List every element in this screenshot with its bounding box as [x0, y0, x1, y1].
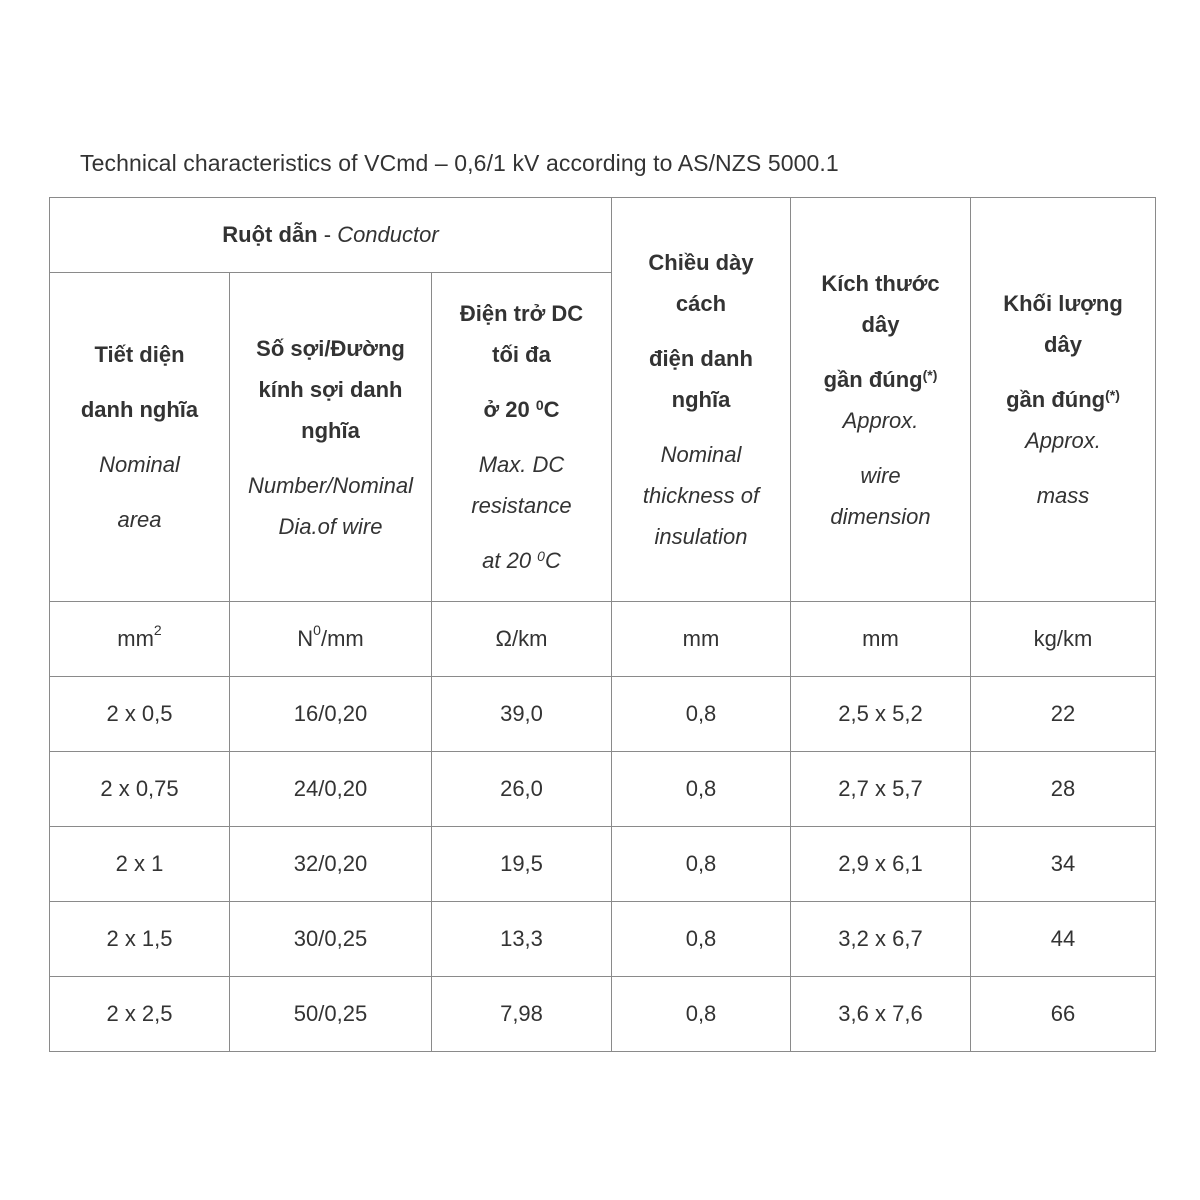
- area-header: [50, 273, 230, 602]
- cell-area: 2 x 2,5: [50, 977, 230, 1052]
- insulation-header: [612, 198, 791, 602]
- resistance-vi3: ở 20: [483, 397, 536, 422]
- cell-dimension: 2,5 x 5,2: [791, 677, 971, 752]
- wire-en2: Dia.of wire: [278, 513, 383, 539]
- cell-wire: 24/0,20: [230, 752, 432, 827]
- cell-insulation: 0,8: [612, 677, 791, 752]
- cell-resistance: 13,3: [432, 902, 612, 977]
- resistance-vi1: Điện trở DC: [459, 301, 584, 326]
- cell-dimension: 2,9 x 6,1: [791, 827, 971, 902]
- table-row: [50, 827, 1156, 902]
- insulation-vi3: điện danh: [649, 346, 753, 371]
- cell-resistance: 7,98: [432, 977, 612, 1052]
- cell-resistance: 26,0: [432, 752, 612, 827]
- unit-area: [50, 602, 230, 677]
- mass-header: [971, 198, 1156, 602]
- cell-dimension: 3,6 x 7,6: [791, 977, 971, 1052]
- insulation-en3: insulation: [654, 524, 748, 549]
- cell-dimension: 2,7 x 5,7: [791, 752, 971, 827]
- resistance-en3-line: [432, 540, 611, 581]
- unit-area-sup: 2: [153, 622, 162, 638]
- cell-insulation: 0,8: [612, 752, 791, 827]
- mass-vi3-sup: (*): [1105, 387, 1120, 403]
- unit-wire-pre: N: [297, 626, 314, 651]
- mass-en1: Approx.: [1025, 428, 1101, 453]
- resistance-en3: at 20: [482, 548, 538, 573]
- unit-area-text: mm: [117, 626, 154, 651]
- dimension-en1: Approx.: [842, 407, 919, 433]
- units-row: [50, 602, 1156, 677]
- wire-header: [230, 273, 432, 602]
- conductor-sep: -: [317, 222, 338, 247]
- area-vi2: danh nghĩa: [80, 397, 199, 422]
- dimension-vi3-sup: (*): [922, 366, 938, 383]
- area-en2: area: [117, 507, 162, 532]
- cell-dimension: 3,2 x 6,7: [791, 902, 971, 977]
- cell-mass: 66: [971, 977, 1156, 1052]
- mass-vi3-line: [971, 379, 1155, 420]
- unit-dimension: mm: [791, 602, 971, 677]
- dimension-vi3: gần đúng: [823, 366, 923, 392]
- cell-insulation: 0,8: [612, 977, 791, 1052]
- mass-vi3: gần đúng: [1006, 387, 1106, 412]
- unit-wire-post: /mm: [320, 626, 364, 651]
- cell-mass: 44: [971, 902, 1156, 977]
- cell-resistance: 39,0: [432, 677, 612, 752]
- table-row: [50, 677, 1156, 752]
- insulation-en2: thickness of: [642, 483, 760, 508]
- cell-wire: 50/0,25: [230, 977, 432, 1052]
- wire-vi1: Số sợi/Đường: [256, 335, 405, 361]
- resistance-en1: Max. DC: [478, 452, 565, 477]
- cell-insulation: 0,8: [612, 902, 791, 977]
- table-caption: Technical characteristics of VCmd – 0,6/1 kV according to AS/NZS 5000.1: [80, 150, 839, 176]
- resistance-en2: resistance: [471, 493, 572, 518]
- resistance-header: [432, 273, 612, 602]
- cell-mass: 22: [971, 677, 1156, 752]
- cell-mass: 28: [971, 752, 1156, 827]
- spec-table: [49, 197, 1156, 1052]
- unit-mass: kg/km: [971, 602, 1156, 677]
- resistance-vi2: tối đa: [492, 342, 551, 367]
- resistance-en3-sup: 0: [537, 548, 545, 564]
- conductor-header: [50, 198, 612, 273]
- wire-vi3: nghĩa: [301, 417, 360, 443]
- unit-wire-sup: 0: [313, 622, 321, 638]
- cell-mass: 34: [971, 827, 1156, 902]
- table-row: [50, 977, 1156, 1052]
- insulation-vi2: cách: [675, 291, 727, 316]
- cell-wire: 32/0,20: [230, 827, 432, 902]
- cell-area: 2 x 0,75: [50, 752, 230, 827]
- insulation-vi1: Chiều dày: [648, 250, 754, 275]
- cell-wire: 16/0,20: [230, 677, 432, 752]
- mass-en2: mass: [1036, 483, 1090, 508]
- dimension-en3: dimension: [830, 503, 931, 529]
- wire-vi2: kính sợi danh: [258, 376, 403, 402]
- unit-insulation: mm: [612, 602, 791, 677]
- cell-area: 2 x 0,5: [50, 677, 230, 752]
- mass-vi2: dây: [1044, 332, 1082, 357]
- cell-resistance: 19,5: [432, 827, 612, 902]
- wire-en1: Number/Nominal: [247, 472, 414, 498]
- insulation-en1: Nominal: [660, 442, 742, 467]
- table-row: [50, 752, 1156, 827]
- unit-wire: [230, 602, 432, 677]
- insulation-vi4: nghĩa: [671, 387, 731, 412]
- table-row: [50, 902, 1156, 977]
- cell-insulation: 0,8: [612, 827, 791, 902]
- unit-resistance: Ω/km: [432, 602, 612, 677]
- conductor-en: Conductor: [337, 222, 439, 247]
- cell-wire: 30/0,25: [230, 902, 432, 977]
- dimension-header: [791, 198, 971, 602]
- area-en1: Nominal: [99, 452, 180, 477]
- resistance-vi3-sup: 0: [535, 397, 544, 413]
- resistance-en3-end: C: [544, 548, 561, 573]
- cell-area: 2 x 1: [50, 827, 230, 902]
- conductor-vi: Ruột dẫn: [222, 222, 318, 247]
- dimension-en2: wire: [860, 462, 901, 488]
- mass-vi1: Khối lượng: [1003, 291, 1123, 316]
- resistance-vi3-end: C: [543, 397, 560, 422]
- cell-area: 2 x 1,5: [50, 902, 230, 977]
- dimension-vi1: Kích thước: [821, 270, 940, 296]
- dimension-vi2: dây: [861, 311, 900, 337]
- resistance-vi3-line: [432, 389, 611, 430]
- dimension-vi3-line: [791, 359, 970, 400]
- area-vi1: Tiết diện: [94, 342, 185, 367]
